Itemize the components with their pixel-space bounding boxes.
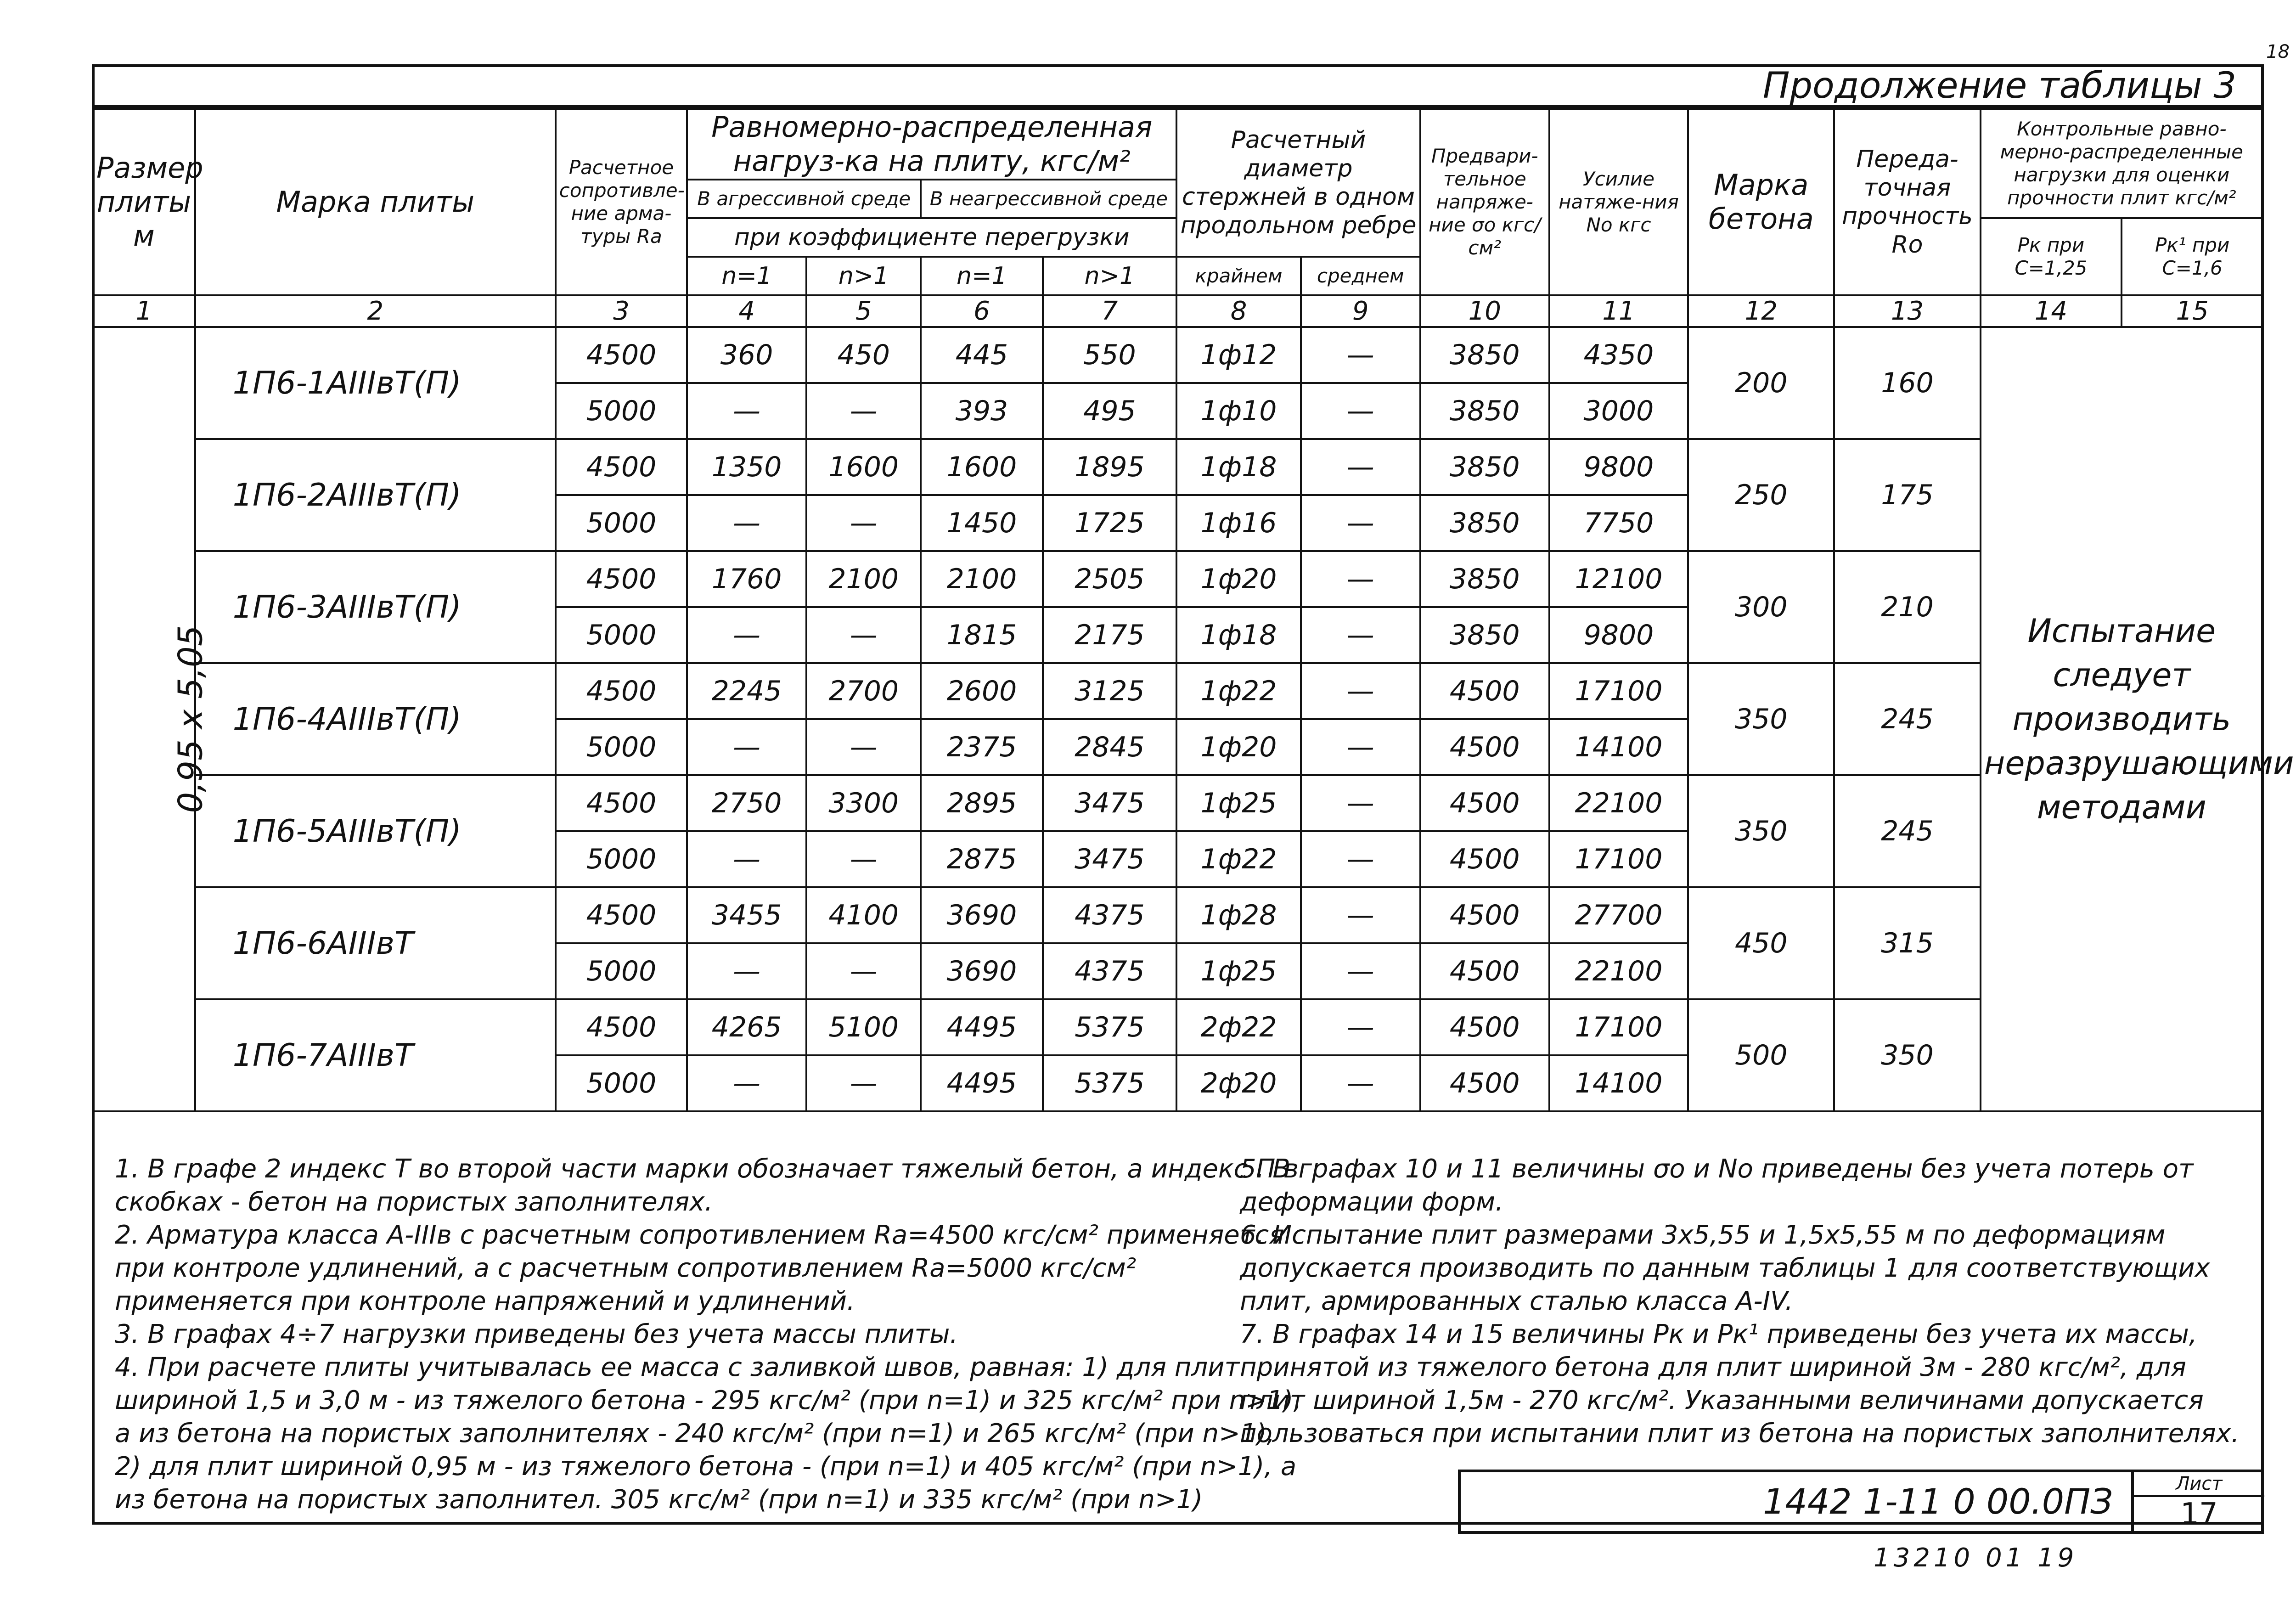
column-number: 5: [806, 295, 921, 327]
cell-a2: —: [806, 495, 921, 551]
cell-no: 17100: [1549, 999, 1688, 1055]
cell-b2: 3475: [1043, 831, 1177, 887]
plate-mark-cell: 1П6-2АIIIвТ(П): [195, 439, 556, 551]
cell-sigma: 3850: [1420, 383, 1549, 439]
note-item: 5. В графах 10 и 11 величины σо и No приведены без учета потерь от деформации форм.: [1240, 1154, 2194, 1217]
cell-b2: 5375: [1043, 999, 1177, 1055]
notes-left-column: [115, 1153, 1309, 1516]
cell-no: 22100: [1549, 775, 1688, 831]
cell-strength: 245: [1834, 663, 1980, 775]
cell-outer: 1ф25: [1176, 943, 1301, 999]
footer-code: 13210 01 19: [1874, 1543, 2078, 1573]
cell-outer: 1ф12: [1176, 327, 1301, 383]
cell-a1: 1760: [687, 551, 806, 607]
continuation-title: Продолжение таблицы 3: [92, 64, 2264, 108]
cell-mid: —: [1301, 719, 1420, 775]
column-number: 14: [1981, 295, 2122, 327]
note-item: 1. В графе 2 индекс Т во второй части марки обозначает тяжелый бетон, а индекс П в скобках - бетон на пористых заполнителях.: [115, 1154, 1299, 1217]
table-row: [93, 887, 2263, 943]
cell-no: 17100: [1549, 831, 1688, 887]
plate-mark-cell: 1П6-1АIIIвТ(П): [195, 327, 556, 439]
cell-b1: 3690: [921, 887, 1042, 943]
header-aggressive: В агрессивной среде: [687, 180, 921, 218]
cell-a1: —: [687, 719, 806, 775]
sheet-label: Лист: [2134, 1472, 2264, 1497]
cell-sigma: 3850: [1420, 327, 1549, 383]
cell-sigma: 4500: [1420, 831, 1549, 887]
cell-outer: 1ф28: [1176, 887, 1301, 943]
cell-no: 9800: [1549, 607, 1688, 663]
plate-mark-cell: 1П6-6АIIIвТ: [195, 887, 556, 999]
cell-sigma: 3850: [1420, 551, 1549, 607]
column-number: 1: [93, 295, 195, 327]
cell-a1: 360: [687, 327, 806, 383]
cell-mid: —: [1301, 607, 1420, 663]
cell-a2: 2100: [806, 551, 921, 607]
cell-sigma: 4500: [1420, 719, 1549, 775]
cell-outer: 1ф20: [1176, 719, 1301, 775]
header-load-group: Равномерно-распределенная нагруз-ка на плиту, кгс/м²: [687, 109, 1176, 180]
cell-a2: 3300: [806, 775, 921, 831]
header-diameter-group: Расчетный диаметр стержней в одном продольном ребре: [1176, 109, 1420, 257]
cell-b2: 550: [1043, 327, 1177, 383]
table-row: [93, 999, 2263, 1055]
cell-brand: 350: [1688, 775, 1834, 887]
plate-mark-cell: 1П6-3АIIIвТ(П): [195, 551, 556, 663]
note-item: 7. В графах 14 и 15 величины Рк и Рк¹ приведены без учета их массы, принятой из тяжелого бетона для плит шириной 3м - 280 кгс/м², для плит шириной 1,5м - 270 кгс/м². Указанными величинами допускается пользоваться при испытании плит из бетона на пористых заполнителях.: [1240, 1319, 2240, 1448]
document-code: 1442 1-11 0 00.0ПЗ: [1763, 1481, 2113, 1522]
cell-brand: 500: [1688, 999, 1834, 1111]
plate-mark-cell: 1П6-4АIIIвТ(П): [195, 663, 556, 775]
cell-brand: 350: [1688, 663, 1834, 775]
cell-b2: 2845: [1043, 719, 1177, 775]
column-number: 15: [2122, 295, 2263, 327]
cell-sigma: 4500: [1420, 943, 1549, 999]
table-row: [93, 327, 2263, 383]
cell-outer: 1ф10: [1176, 383, 1301, 439]
cell-outer: 1ф20: [1176, 551, 1301, 607]
header-nonagg-n1: n=1: [921, 257, 1042, 295]
header-coefficient: при коэффициенте перегрузки: [687, 218, 1176, 257]
cell-brand: 200: [1688, 327, 1834, 439]
cell-sigma: 3850: [1420, 607, 1549, 663]
cell-outer: 2ф22: [1176, 999, 1301, 1055]
cell-b2: 495: [1043, 383, 1177, 439]
cell-no: 17100: [1549, 663, 1688, 719]
cell-mid: —: [1301, 831, 1420, 887]
cell-a1: 2245: [687, 663, 806, 719]
cell-b2: 1725: [1043, 495, 1177, 551]
cell-b1: 1815: [921, 607, 1042, 663]
cell-ra: 4500: [556, 775, 687, 831]
cell-strength: 160: [1834, 327, 1980, 439]
table-row: [93, 551, 2263, 607]
cell-a2: —: [806, 831, 921, 887]
cell-b1: 2100: [921, 551, 1042, 607]
cell-b1: 1450: [921, 495, 1042, 551]
note-item: 2. Арматура класса А-IIIв с расчетным сопротивлением Ra=4500 кгс/см² применяется при контроле удлинений, а с расчетным сопротивлением Ra=5000 кгс/см² применяется при контроле напряжений и удлинений.: [115, 1220, 1284, 1316]
cell-ra: 4500: [556, 551, 687, 607]
cell-ra: 5000: [556, 1055, 687, 1111]
cell-a2: —: [806, 943, 921, 999]
cell-b2: 2175: [1043, 607, 1177, 663]
cell-outer: 1ф22: [1176, 831, 1301, 887]
plate-mark-cell: 1П6-5АIIIвТ(П): [195, 775, 556, 887]
cell-b1: 4495: [921, 1055, 1042, 1111]
cell-a2: 5100: [806, 999, 921, 1055]
column-number: 11: [1549, 295, 1688, 327]
cell-ra: 5000: [556, 495, 687, 551]
cell-no: 14100: [1549, 1055, 1688, 1111]
cell-b1: 2375: [921, 719, 1042, 775]
cell-a2: —: [806, 383, 921, 439]
cell-strength: 175: [1834, 439, 1980, 551]
cell-outer: 1ф25: [1176, 775, 1301, 831]
cell-ra: 5000: [556, 943, 687, 999]
column-number: 12: [1688, 295, 1834, 327]
cell-b2: 4375: [1043, 887, 1177, 943]
cell-ra: 5000: [556, 719, 687, 775]
cell-mid: —: [1301, 495, 1420, 551]
cell-mid: —: [1301, 1055, 1420, 1111]
header-agg-n1: n=1: [687, 257, 806, 295]
table-row: [93, 663, 2263, 719]
cell-sigma: 3850: [1420, 439, 1549, 495]
cell-a1: 2750: [687, 775, 806, 831]
cell-strength: 350: [1834, 999, 1980, 1111]
note-item: 6. Испытание плит размерами 3х5,55 и 1,5х5,55 м по деформациям допускается производить по данным таблицы 1 для соответствующих плит, армированных сталью класса А-IV.: [1240, 1220, 2210, 1316]
cell-sigma: 4500: [1420, 999, 1549, 1055]
plate-mark-cell: 1П6-7АIIIвТ: [195, 999, 556, 1111]
cell-brand: 300: [1688, 551, 1834, 663]
cell-sigma: 3850: [1420, 495, 1549, 551]
cell-no: 9800: [1549, 439, 1688, 495]
header-control-group: Контрольные равно-мерно-распределенные нагрузки для оценки прочности плит кгс/м²: [1981, 109, 2263, 218]
cell-sigma: 4500: [1420, 775, 1549, 831]
cell-no: 27700: [1549, 887, 1688, 943]
cell-no: 4350: [1549, 327, 1688, 383]
title-stamp: [1458, 1470, 2264, 1534]
header-pk1: Рк¹ при С=1,6: [2122, 218, 2263, 295]
cell-a2: 1600: [806, 439, 921, 495]
cell-outer: 1ф22: [1176, 663, 1301, 719]
cell-mid: —: [1301, 663, 1420, 719]
notes-section: [92, 1134, 2264, 1525]
cell-strength: 245: [1834, 775, 1980, 887]
notes-right-column: [1240, 1153, 2241, 1450]
cell-b2: 1895: [1043, 439, 1177, 495]
header-mark: Марка плиты: [195, 109, 556, 295]
cell-strength: 315: [1834, 887, 1980, 999]
header-size: Размер плиты м: [93, 109, 195, 295]
cell-a1: —: [687, 1055, 806, 1111]
cell-a1: —: [687, 607, 806, 663]
column-number: 13: [1834, 295, 1980, 327]
data-table: [92, 108, 2294, 1112]
cell-no: 22100: [1549, 943, 1688, 999]
note-item: 4. При расчете плиты учитывалась ее масса с заливкой швов, равная: 1) для плит шириной 1,5 и 3,0 м - из тяжелого бетона - 295 кгс/м² (при n=1) и 325 кгс/м² при n>1), а из бетона на пористых заполнителях - 240 кгс/м² (при n=1) и 265 кгс/м² (при n>1), 2) для плит шириной 0,95 м - из тяжелого бетона - (при n=1) и 405 кгс/м² (при n>1), а из бетона на пористых заполнител. 305 кгс/м² (при n=1) и 335 кгс/м² (при n>1): [115, 1352, 1302, 1515]
cell-b2: 3475: [1043, 775, 1177, 831]
cell-mid: —: [1301, 887, 1420, 943]
cell-brand: 250: [1688, 439, 1834, 551]
test-note-cell: Испытание следует производить неразрушающими методами: [1981, 327, 2263, 1111]
note-item: 3. В графах 4÷7 нагрузки приведены без учета массы плиты.: [115, 1319, 958, 1349]
cell-mid: —: [1301, 439, 1420, 495]
column-number-row: [93, 295, 2263, 327]
cell-a1: —: [687, 383, 806, 439]
header-ra: Расчетное сопротивле-ние арма-туры Ra: [556, 109, 687, 295]
cell-mid: —: [1301, 943, 1420, 999]
header-no: Усилие натяже-ния No кгс: [1549, 109, 1688, 295]
cell-outer: 2ф20: [1176, 1055, 1301, 1111]
column-number: 4: [687, 295, 806, 327]
column-number: 9: [1301, 295, 1420, 327]
column-number: 6: [921, 295, 1042, 327]
header-middle: среднем: [1301, 257, 1420, 295]
header-outer: крайнем: [1176, 257, 1301, 295]
column-number: 2: [195, 295, 556, 327]
cell-mid: —: [1301, 551, 1420, 607]
header-nonaggressive: В неагрессивной среде: [921, 180, 1176, 218]
cell-outer: 1ф16: [1176, 495, 1301, 551]
plate-size-label: 0,95 x 5,05: [171, 625, 210, 813]
cell-b2: 2505: [1043, 551, 1177, 607]
header-strength: Переда-точная прочность Ro: [1834, 109, 1980, 295]
header-brand: Марка бетона: [1688, 109, 1834, 295]
cell-b1: 4495: [921, 999, 1042, 1055]
cell-b1: 2895: [921, 775, 1042, 831]
column-number: 7: [1043, 295, 1177, 327]
cell-ra: 4500: [556, 327, 687, 383]
table-body: [93, 327, 2294, 1111]
cell-no: 7750: [1549, 495, 1688, 551]
cell-mid: —: [1301, 383, 1420, 439]
cell-b2: 3125: [1043, 663, 1177, 719]
cell-a1: 3455: [687, 887, 806, 943]
table-row: [93, 775, 2263, 831]
cell-a1: 4265: [687, 999, 806, 1055]
cell-sigma: 4500: [1420, 887, 1549, 943]
cell-b2: 5375: [1043, 1055, 1177, 1111]
cell-b1: 393: [921, 383, 1042, 439]
cell-a2: —: [806, 719, 921, 775]
column-number: 3: [556, 295, 687, 327]
sheet-box: [2131, 1472, 2264, 1531]
cell-b1: 1600: [921, 439, 1042, 495]
cell-a2: —: [806, 607, 921, 663]
cell-b2: 4375: [1043, 943, 1177, 999]
column-number: 8: [1176, 295, 1301, 327]
cell-a1: —: [687, 831, 806, 887]
cell-a1: —: [687, 943, 806, 999]
header-nonagg-ngt1: n>1: [1043, 257, 1177, 295]
cell-b1: 2600: [921, 663, 1042, 719]
cell-mid: —: [1301, 327, 1420, 383]
cell-ra: 4500: [556, 999, 687, 1055]
cell-sigma: 4500: [1420, 663, 1549, 719]
cell-ra: 5000: [556, 831, 687, 887]
sheet-number: 17: [2180, 1497, 2218, 1531]
cell-no: 12100: [1549, 551, 1688, 607]
cell-strength: 210: [1834, 551, 1980, 663]
cell-no: 3000: [1549, 383, 1688, 439]
cell-ra: 5000: [556, 383, 687, 439]
cell-mid: —: [1301, 775, 1420, 831]
cell-a1: —: [687, 495, 806, 551]
cell-ra: 4500: [556, 439, 687, 495]
column-number: 10: [1420, 295, 1549, 327]
plate-size-cell: [93, 327, 210, 1111]
table-row: [93, 439, 2263, 495]
cell-outer: 1ф18: [1176, 607, 1301, 663]
header-pk: Рк при С=1,25: [1981, 218, 2122, 295]
cell-a2: 450: [806, 327, 921, 383]
cell-outer: 1ф18: [1176, 439, 1301, 495]
cell-ra: 5000: [556, 607, 687, 663]
cell-ra: 4500: [556, 887, 687, 943]
cell-sigma: 4500: [1420, 1055, 1549, 1111]
cell-ra: 4500: [556, 663, 687, 719]
cell-a2: —: [806, 1055, 921, 1111]
cell-no: 14100: [1549, 719, 1688, 775]
cell-mid: —: [1301, 999, 1420, 1055]
header-agg-ngt1: n>1: [806, 257, 921, 295]
cell-b1: 2875: [921, 831, 1042, 887]
cell-brand: 450: [1688, 887, 1834, 999]
cell-a2: 2700: [806, 663, 921, 719]
cell-b1: 3690: [921, 943, 1042, 999]
cell-b1: 445: [921, 327, 1042, 383]
header-sigma: Предвари-тельное напряже-ние σо кгс/см²: [1420, 109, 1549, 295]
cell-a2: 4100: [806, 887, 921, 943]
cell-a1: 1350: [687, 439, 806, 495]
corner-sheet-number: 18: [2266, 41, 2290, 62]
